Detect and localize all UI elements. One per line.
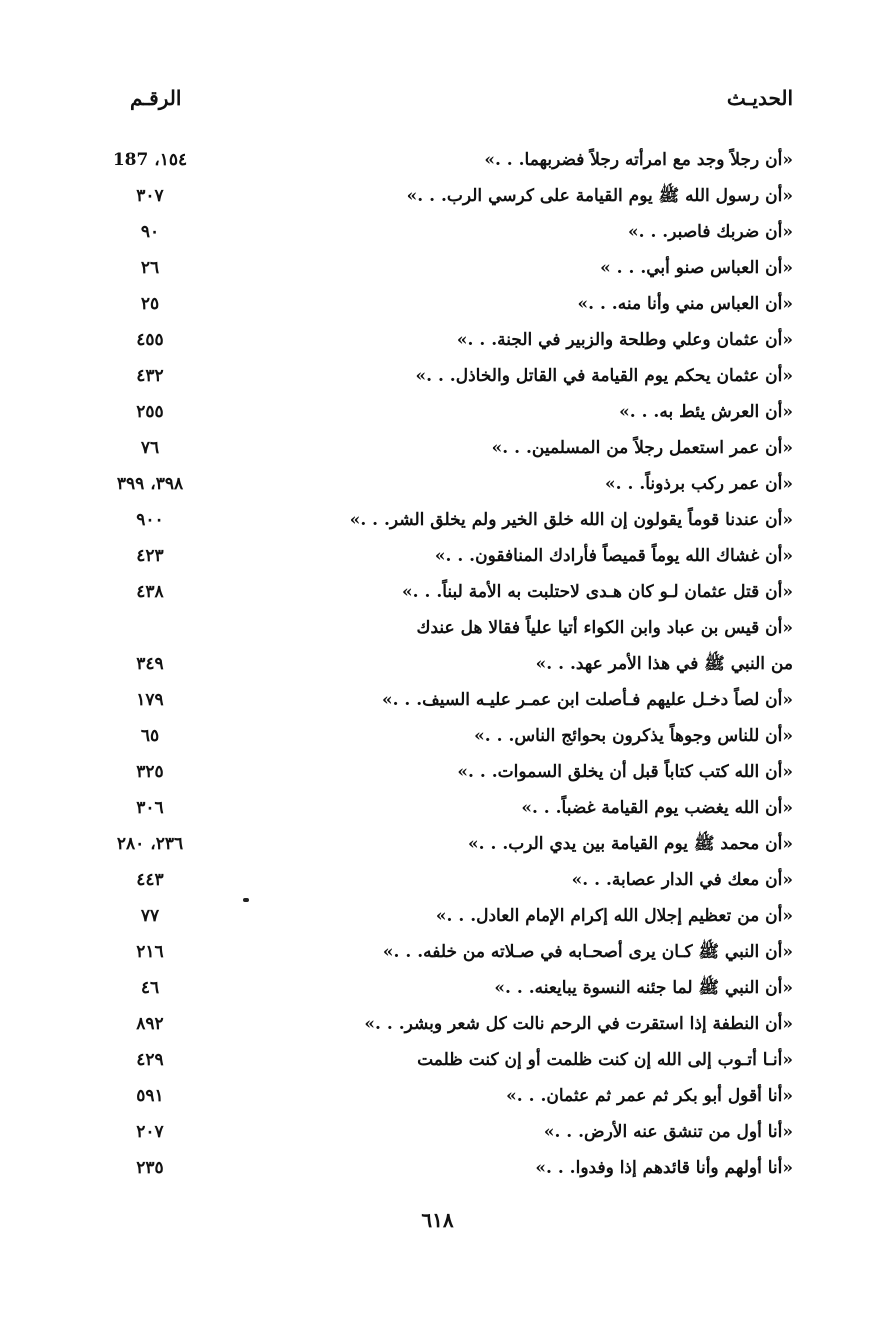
hadith-text: «أنـا أتـوب إلى الله إن كنت ظلمت أو إن كنت ظلمت [417, 1050, 793, 1070]
reference-number: ٩٠٠ [136, 510, 164, 530]
hadith-column-heading: الحديـث [726, 86, 793, 110]
list-item [100, 430, 793, 466]
hadith-text: «أن للناس وجوهاً يذكرون بحوائج الناس. . .» [474, 726, 793, 746]
reference-number: ٢٣٥ [136, 1158, 164, 1178]
reference-number: ٦٥ [140, 726, 160, 746]
list-item [100, 466, 793, 502]
hadith-text: «أن العرش يئط به. . .» [619, 402, 793, 422]
reference-number: ٤٣٢ [136, 366, 164, 386]
reference-number: ٣٠٧ [136, 186, 164, 206]
list-item [100, 214, 793, 250]
reference-number: ٧٧ [140, 906, 160, 926]
reference-number: ٤٣٨ [136, 582, 164, 602]
hadith-text: «أن معك في الدار عصابة. . .» [571, 870, 793, 890]
list-item [100, 1114, 793, 1150]
hadith-text: «أن من تعظيم إجلال الله إكرام الإمام العادل. . .» [435, 906, 793, 926]
hadith-text: «أن النبي ﷺ لما جئنه النسوة يبايعنه. . .» [494, 978, 793, 998]
list-item [100, 862, 793, 898]
hadith-text: «أن العباس صنو أبي. . . » [600, 258, 793, 278]
hadith-text: «أن ضربك فاصبر. . .» [627, 222, 793, 242]
number-column-heading: الرقـم [130, 86, 182, 110]
hadith-text: «أن العباس مني وأنا منه. . .» [577, 294, 793, 314]
list-item [100, 826, 793, 862]
hadith-text: «أنا أقول أبو بكر ثم عمر ثم عثمان. . .» [506, 1086, 793, 1106]
list-item [100, 1006, 793, 1042]
table-header [130, 86, 793, 116]
hadith-text: «أنا أولهم وأنا قائدهم إذا وفدوا. . .» [535, 1158, 793, 1178]
reference-number: ٤٥٥ [136, 330, 164, 350]
reference-number: ٣٩٨، ٣٩٩ [116, 474, 184, 494]
list-item [100, 1042, 793, 1078]
hadith-text: «أن النبي ﷺ كـان يرى أصحـابه في صـلاته من خلفه. . .» [382, 942, 793, 962]
reference-number: ١٥٤، 187 [112, 150, 188, 170]
reference-number: ٥٩١ [136, 1086, 164, 1106]
list-item [100, 898, 793, 934]
list-item [100, 682, 793, 718]
reference-number: ٤٦ [140, 978, 160, 998]
hadith-text: «أن قيس بن عباد وابن الكواء أتيا علياً فقالا هل عندك [416, 618, 793, 638]
reference-number: ٤٤٣ [136, 870, 164, 890]
list-item [100, 322, 793, 358]
list-item [100, 790, 793, 826]
list-item [100, 358, 793, 394]
list-item [100, 970, 793, 1006]
list-item [100, 934, 793, 970]
list-item [100, 538, 793, 574]
hadith-text: «أن محمد ﷺ يوم القيامة بين يدي الرب. . .» [468, 834, 793, 854]
reference-number: ٢١٦ [136, 942, 164, 962]
hadith-text: «أن غشاك الله يوماً قميصاً فأرادك المنافقون. . .» [434, 546, 793, 566]
reference-number: ٤٢٩ [136, 1050, 164, 1070]
list-item [100, 610, 793, 646]
hadith-text: «أنا أول من تنشق عنه الأرض. . .» [543, 1122, 793, 1142]
reference-number: ٣٤٩ [136, 654, 164, 674]
reference-number: ٤٢٣ [136, 546, 164, 566]
list-item [100, 286, 793, 322]
reference-number: ٢٠٧ [136, 1122, 164, 1142]
page-number: ٦١٨ [421, 1208, 454, 1232]
list-item [100, 574, 793, 610]
hadith-text: «أن عثمان وعلي وطلحة والزبير في الجنة. . .» [456, 330, 793, 350]
hadith-text: «أن الله يغضب يوم القيامة غضباً. . .» [521, 798, 793, 818]
reference-number: ١٧٩ [136, 690, 164, 710]
reference-number: ٧٦ [140, 438, 160, 458]
index-entries [100, 142, 793, 1186]
hadith-text: «أن قتل عثمان لـو كان هـدى لاحتلبت به الأمة لبناً. . .» [402, 582, 793, 602]
hadith-text: «أن عندنا قوماً يقولون إن الله خلق الخير ولم يخلق الشر. . .» [349, 510, 793, 530]
list-item [100, 142, 793, 178]
reference-number: ٢٦ [140, 258, 160, 278]
list-item [100, 178, 793, 214]
hadith-text: «أن رسول الله ﷺ يوم القيامة على كرسي الرب. . .» [406, 186, 793, 206]
reference-number: ٢٥ [140, 294, 160, 314]
ink-speck [243, 898, 249, 902]
hadith-text: «أن الله كتب كتاباً قبل أن يخلق السموات. . .» [457, 762, 793, 782]
list-item [100, 646, 793, 682]
hadith-text: «أن لصاً دخـل عليهم فـأصلت ابن عمـر عليـه السيف. . .» [381, 690, 793, 710]
list-item [100, 1150, 793, 1186]
list-item [100, 1078, 793, 1114]
reference-number: ٣٢٥ [136, 762, 164, 782]
hadith-text: «أن رجلاً وجد مع امرأته رجلاً فضربهما. . .» [484, 150, 793, 170]
reference-number: ٢٥٥ [136, 402, 164, 422]
hadith-text: «أن عثمان يحكم يوم القيامة في القاتل والخاذل. . .» [415, 366, 793, 386]
hadith-text: «أن النطفة إذا استقرت في الرحم نالت كل شعر وبشر. . .» [364, 1014, 793, 1034]
reference-number: ٣٠٦ [136, 798, 164, 818]
reference-number: ٢٣٦، ٢٨٠ [116, 834, 184, 854]
reference-number: ٨٩٢ [136, 1014, 164, 1034]
hadith-text: من النبي ﷺ في هذا الأمر عهد. . .» [535, 654, 793, 674]
list-item [100, 394, 793, 430]
list-item [100, 502, 793, 538]
reference-number: ٩٠ [140, 222, 160, 242]
hadith-text: «أن عمر استعمل رجلاً من المسلمين. . .» [491, 438, 793, 458]
list-item [100, 250, 793, 286]
hadith-text: «أن عمر ركب برذوناً. . .» [605, 474, 793, 494]
list-item [100, 754, 793, 790]
list-item [100, 718, 793, 754]
